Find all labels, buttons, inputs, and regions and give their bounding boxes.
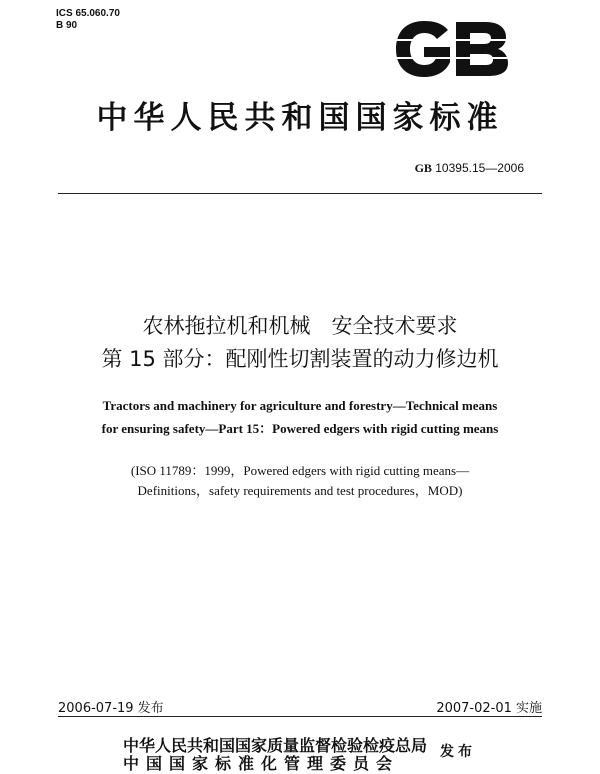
ics-classification <box>56 8 120 32</box>
issue-date: 2006-07-19 发布 <box>58 701 164 716</box>
title-cn-line2: 第 15 部分：配刚性切割装置的动力修边机 <box>101 347 499 371</box>
ccs-code: B 90 <box>56 20 78 31</box>
header-divider <box>58 193 542 194</box>
title-en-line1: Tractors and machinery for agriculture and forestry—Technical means <box>102 398 498 413</box>
standard-code-number: 10395.15—2006 <box>435 161 524 175</box>
ics-code: ICS 65.060.70 <box>56 8 120 19</box>
footer-divider <box>58 716 542 717</box>
standard-code-prefix: GB <box>414 161 432 175</box>
gb-logo-icon <box>394 20 510 78</box>
standard-code <box>415 161 524 176</box>
title-cn-line1: 农林拖拉机和机械 安全技术要求 <box>142 314 458 338</box>
implementation-date: 2007-02-01 实施 <box>436 701 542 716</box>
issuer-org-aqsiq: 中华人民共和国国家质量监督检验检疫总局 <box>123 736 428 755</box>
iso-reference-line1: (ISO 11789：1999，Powered edgers with rigid cutting means— <box>130 463 470 478</box>
issuer-org-sac: 中国国家标准化管理委员会 <box>123 754 400 773</box>
title-en-line2: for ensuring safety—Part 15：Powered edgers with rigid cutting means <box>101 421 499 436</box>
publish-label: 发布 <box>440 744 476 760</box>
standard-name: 中华人民共和国国家标准 <box>96 100 504 136</box>
iso-reference-line2: Definitions，safety requirements and test procedures，MOD) <box>137 483 463 498</box>
